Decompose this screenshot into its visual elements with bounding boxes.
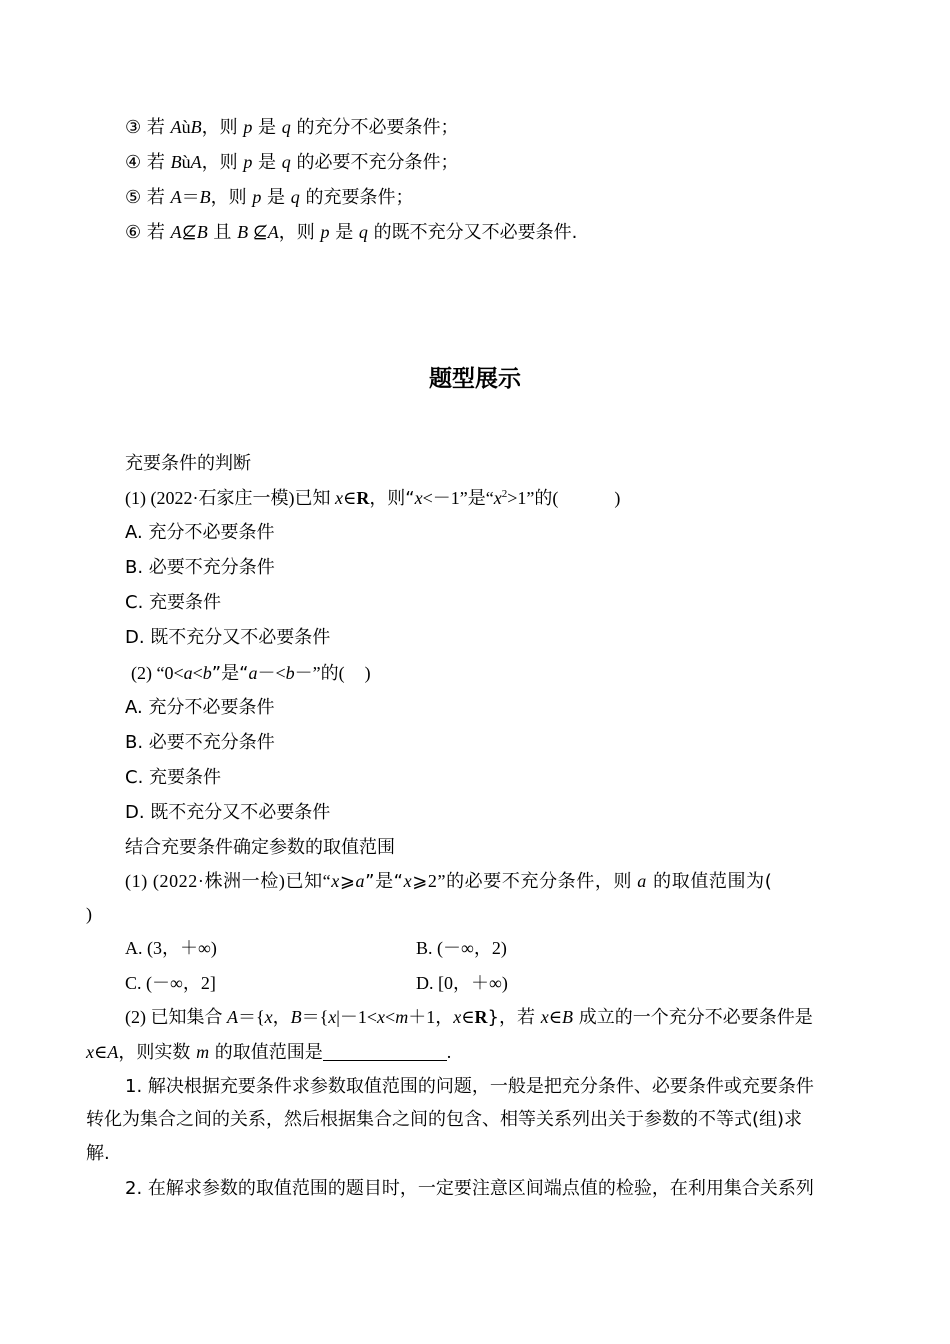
element-of-symbol: ∈ (94, 1042, 108, 1062)
option: B. 必要不充分条件 (125, 557, 275, 578)
variable: q (281, 152, 291, 172)
element-of-symbol: ∈ (342, 488, 357, 508)
set-symbol: A (267, 222, 279, 242)
variable: x (328, 1007, 337, 1027)
text: }，若 (487, 1007, 541, 1028)
text: 且 (207, 222, 238, 243)
option: D. 既不充分又不必要条件 (125, 627, 331, 648)
text: < (192, 663, 203, 683)
question-1 (125, 486, 620, 511)
variable: q (358, 222, 368, 242)
text: 的充要条件； (299, 187, 414, 208)
variable: p (243, 117, 253, 137)
text: －< (257, 663, 286, 683)
set-symbol: B (199, 187, 211, 207)
variable: x (403, 871, 413, 891)
option: A. (3，＋∞) (125, 938, 217, 958)
condition-item-4 (125, 150, 459, 175)
text: >1”的( (507, 488, 559, 508)
text: 是 (252, 152, 282, 173)
text: ，则“ (369, 488, 415, 509)
circled-number: ⑤ (125, 187, 142, 208)
variable: x (377, 1007, 386, 1027)
variable: x (86, 1042, 94, 1062)
text: －”的( (294, 663, 345, 683)
variable: x (331, 871, 340, 891)
variable: x (453, 1007, 462, 1027)
text: (1) (2022·株洲一检)已知“ (125, 871, 332, 891)
answer-blank[interactable] (323, 1042, 447, 1061)
text: <－1”是“ (422, 488, 494, 508)
variable: a (183, 663, 193, 683)
text: (2) 已知集合 (125, 1007, 227, 1027)
variable: p (320, 222, 330, 242)
text: ，则 (201, 152, 244, 173)
text: (2) “0< (131, 663, 184, 683)
variable: x (414, 488, 423, 508)
text: 的充分不必要条件； (290, 117, 459, 138)
answer-paren-close: ) (86, 904, 92, 924)
condition-item-6 (125, 220, 577, 245)
not-subset-symbol: ⊈ (248, 222, 268, 242)
text: 的取值范围是 (209, 1042, 323, 1063)
not-subset-symbol: ⊈ (181, 222, 197, 242)
text: ＋1， (408, 1007, 454, 1027)
answer-paren-close: ) (614, 488, 621, 508)
option: A. 充分不必要条件 (125, 522, 275, 543)
option: C. 充要条件 (125, 767, 222, 788)
option: B. (－∞，2) (416, 938, 507, 958)
note-2: 2. 在解求参数的取值范围的题目时，一定要注意区间端点值的检验，在利用集合关系列 (125, 1178, 814, 1199)
question-1 (125, 869, 772, 894)
exponent: 2 (501, 488, 508, 500)
topic-heading: 充要条件的判断 (125, 453, 251, 474)
variable: x (334, 488, 343, 508)
option: C. 充要条件 (125, 592, 222, 613)
note-1-continued: 转化为集合之间的关系，然后根据集合之间的包含、相等关系列出关于参数的不等式(组)求 (86, 1109, 803, 1130)
text: 若 (141, 152, 171, 173)
text: 是 (329, 222, 359, 243)
real-set-symbol: R (356, 488, 370, 508)
variable: a (355, 871, 366, 891)
circled-number: ④ (125, 152, 142, 173)
option: B. 必要不充分条件 (125, 732, 275, 753)
variable: x (264, 1007, 273, 1027)
question-2-continued (86, 1040, 451, 1065)
set-symbol: A (170, 187, 182, 207)
geq-symbol: ⩾ (339, 871, 356, 891)
element-of-symbol: ∈ (548, 1007, 563, 1027)
variable: m (196, 1042, 210, 1062)
text: ⩾2”的必要不充分条件，则 (412, 871, 638, 891)
set-symbol: A (170, 117, 182, 137)
text: ，则 (201, 117, 244, 138)
text: ， (272, 1007, 291, 1028)
condition-item-3 (125, 115, 459, 140)
variable: a (248, 663, 258, 683)
text: ＝{ (301, 1007, 329, 1027)
option: C. (－∞，2] (125, 973, 216, 993)
element-of-symbol: ∈ (461, 1007, 475, 1027)
variable: q (290, 187, 300, 207)
variable: x (493, 488, 502, 508)
subset-symbol: ù (181, 117, 191, 137)
answer-paren-close: ) (364, 663, 371, 683)
variable: a (637, 871, 647, 891)
set-symbol: A (190, 152, 202, 172)
text: 的既不充分又不必要条件. (367, 222, 578, 243)
text: |－1< (336, 1007, 378, 1027)
note-1: 1. 解决根据充要条件求参数取值范围的问题，一般是把充分条件、必要条件或充要条件 (125, 1076, 814, 1097)
set-symbol: A (227, 1007, 238, 1027)
variable: b (285, 663, 295, 683)
text: (1) (2022·石家庄一模)已知 (125, 488, 335, 508)
option: A. 充分不必要条件 (125, 697, 275, 718)
circled-number: ③ (125, 117, 142, 138)
topic-heading: 结合充要条件确定参数的取值范围 (125, 837, 395, 858)
text: ，则 (210, 187, 253, 208)
question-2 (131, 661, 371, 686)
condition-item-5 (125, 185, 414, 210)
subset-symbol: ù (181, 152, 191, 172)
option: D. [0，＋∞) (416, 973, 508, 993)
text: 的必要不充分条件； (290, 152, 459, 173)
variable: q (281, 117, 291, 137)
set-symbol: B (190, 117, 202, 137)
text: < (385, 1007, 396, 1027)
option: D. 既不充分又不必要条件 (125, 802, 331, 823)
variable: x (540, 1007, 549, 1027)
note-1-continued: 解. (86, 1143, 110, 1164)
text: 是 (252, 117, 282, 138)
set-symbol: A (107, 1042, 119, 1062)
text: 成立的一个充分不必要条件是 (573, 1007, 813, 1028)
text: ，则 (278, 222, 321, 243)
text: ，则实数 (118, 1042, 197, 1063)
variable: p (252, 187, 262, 207)
set-symbol: B (196, 222, 208, 242)
text: ”是“ (211, 663, 249, 684)
text: 是 (261, 187, 291, 208)
set-symbol: B (237, 222, 249, 242)
section-title: 题型展示 (429, 366, 521, 392)
circled-number: ⑥ (125, 222, 142, 243)
text: ＝{ (238, 1007, 265, 1027)
set-symbol: B (290, 1007, 302, 1027)
variable: b (202, 663, 212, 683)
set-symbol: B (170, 152, 182, 172)
equals-symbol: ＝ (181, 187, 200, 208)
set-symbol: A (170, 222, 182, 242)
text: 若 (141, 117, 171, 138)
text: 若 (141, 187, 171, 208)
question-2 (125, 1005, 813, 1030)
text: ”是“ (365, 871, 404, 892)
text: 的取值范围为( (646, 871, 773, 892)
variable: m (395, 1007, 409, 1027)
real-set-symbol: R (474, 1007, 488, 1027)
variable: p (243, 152, 253, 172)
text: 若 (141, 222, 171, 243)
text: . (446, 1042, 452, 1062)
set-symbol: B (562, 1007, 574, 1027)
